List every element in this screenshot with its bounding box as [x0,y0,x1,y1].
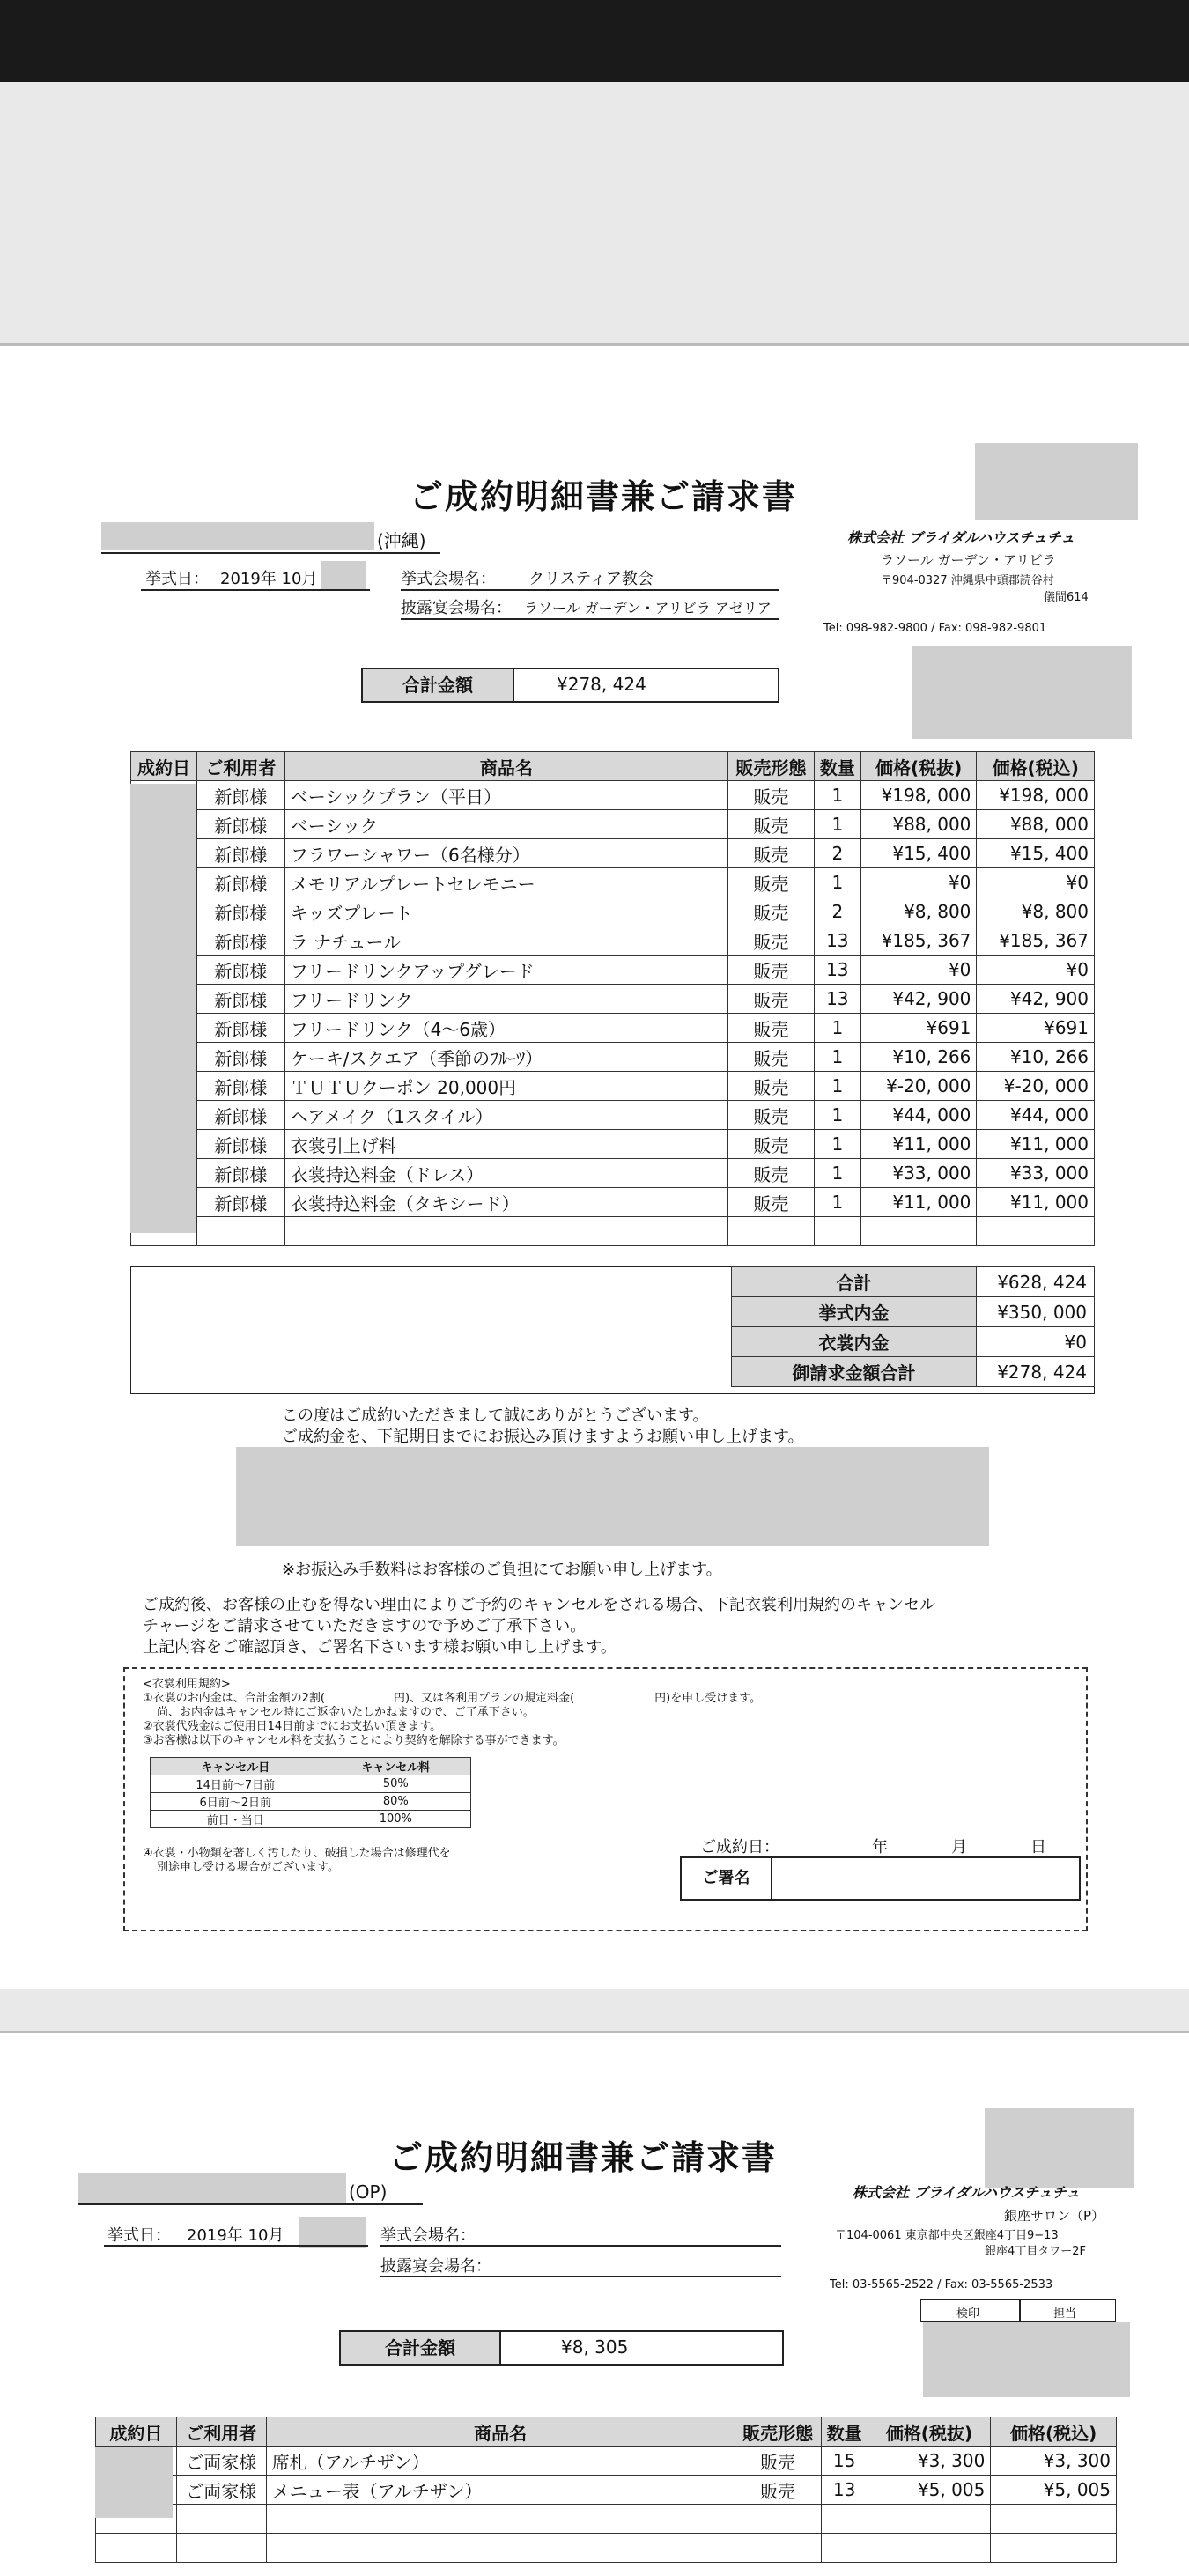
col-price-ex: 価格(税抜) [868,2417,991,2447]
summary-label: 合計 [732,1267,977,1297]
price-ex-cell: ¥10, 266 [860,1043,977,1072]
user-cell: 新郎様 [196,956,284,985]
price-ex-cell: ¥3, 300 [868,2447,991,2476]
qty-cell: 1 [814,781,860,810]
empty-cell [977,1217,1095,1246]
redacted-stamp [912,646,1132,739]
terms-1b: 尚、お内金はキャンセル時にご返金いたしかねますので、ご了承下さい。 [157,1706,535,1719]
price-ex-cell: ¥0 [860,956,977,985]
empty-row [96,2534,1117,2563]
summary-label: 挙式内金 [732,1297,977,1327]
total-value: ¥278, 424 [557,674,646,695]
col-product: 商品名 [284,752,727,781]
items-table [130,751,1095,1246]
table-row [131,1188,1095,1217]
cancel-fee-table [150,1757,471,1828]
empty-cell [266,2534,735,2563]
redacted-block [985,2108,1134,2188]
user-cell: 新郎様 [196,1130,284,1159]
terms-4a: ④衣裳・小物類を著しく汚したり、破損した場合は修理代を [143,1847,451,1860]
table-row [131,926,1095,956]
page-title: ご成約明細書兼ご請求書 [389,2138,778,2177]
company-name: 株式会社 ブライダルハウスチュチュ [847,529,1075,546]
product-name-cell: メモリアルプレートセレモニー [284,868,727,897]
month-label: 月 [951,1838,967,1856]
qty-cell: 2 [814,897,860,926]
col-qty: 数量 [814,752,860,781]
date-underline [104,2245,368,2247]
price-ex-cell: ¥15, 400 [860,839,977,868]
price-inc-cell: ¥42, 900 [977,985,1095,1014]
thanks-line-2: ご成約金を、下記期日までにお振込み頂けますようお願い申し上げます。 [282,1428,804,1446]
stamp-box [920,2299,1116,2322]
user-cell: 新郎様 [196,926,284,956]
sales-type-cell: 販売 [727,781,814,810]
redacted-day [321,561,366,589]
qty-cell: 15 [821,2447,868,2476]
cancel-paragraph-2: チャージをご請求させていただきますので予めご了承下さい。 [143,1617,587,1635]
ceremony-date: 2019年 10月 [220,570,318,588]
year-label: 年 [872,1838,888,1856]
sales-type-cell: 販売 [727,1043,814,1072]
user-cell: 新郎様 [196,1014,284,1043]
qty-cell: 1 [814,1072,860,1101]
venue-underline [380,2245,781,2247]
company-address-1: 〒904-0327 沖縄県中頭郡読谷村 [881,574,1054,587]
reception-underline [401,618,779,620]
product-name-cell: 衣裳引上げ料 [284,1130,727,1159]
price-ex-cell: ¥88, 000 [860,810,977,839]
price-ex-cell: ¥33, 000 [860,1159,977,1188]
summary-row [732,1297,1095,1327]
user-cell: 新郎様 [196,868,284,897]
empty-cell [868,2505,991,2534]
product-name-cell: 衣裳持込料金（ドレス） [284,1159,727,1188]
customer-suffix: (沖縄) [377,530,426,551]
summary-row [732,1267,1095,1297]
ceremony-venue: クリスティア教会 [528,570,654,588]
total-amount-box [361,668,779,703]
invoice-page-1 [0,343,1189,1989]
sales-type-cell: 販売 [727,897,814,926]
empty-cell [266,2505,735,2534]
empty-cell [991,2505,1117,2534]
product-name-cell: ベーシックプラン（平日） [284,781,727,810]
empty-row [96,2505,1117,2534]
venue-underline [401,589,779,591]
cancel-row [151,1775,471,1793]
customer-line [78,2203,423,2205]
sales-type-cell: 販売 [727,1130,814,1159]
qty-cell: 13 [814,926,860,956]
company-name: 株式会社 ブライダルハウスチュチュ [853,2184,1081,2201]
company-branch: ラソール ガーデン・アリビラ [881,552,1056,568]
price-ex-cell: ¥691 [860,1014,977,1043]
invoice-page-2 [0,2031,1189,2576]
product-name-cell: 衣裳持込料金（タキシード） [284,1188,727,1217]
product-name-cell: ケーキ/スクエア（季節のﾌﾙｰﾂ） [284,1043,727,1072]
user-cell: 新郎様 [196,897,284,926]
empty-cell [991,2534,1117,2563]
qty-cell: 1 [814,1101,860,1130]
summary-value: ¥0 [977,1327,1095,1357]
product-name-cell: キッズプレート [284,897,727,926]
stamp-label-inspect: 検印 [956,2307,980,2321]
empty-cell [735,2505,821,2534]
col-price-ex: 価格(税抜) [860,752,977,781]
summary-value: ¥628, 424 [977,1267,1095,1297]
empty-cell [821,2534,868,2563]
table-row [131,810,1095,839]
price-ex-cell: ¥44, 000 [860,1101,977,1130]
qty-cell: 1 [814,868,860,897]
qty-cell: 13 [814,985,860,1014]
cancel-header-row [151,1758,471,1775]
price-ex-cell: ¥5, 005 [868,2476,991,2505]
summary-table [731,1266,1095,1387]
total-value: ¥8, 305 [561,2336,629,2358]
cancel-day-header: キャンセル日 [151,1758,321,1775]
table-row [131,956,1095,985]
product-name-cell: メニュー表（アルチザン） [266,2476,735,2505]
price-inc-cell: ¥11, 000 [977,1130,1095,1159]
sales-type-cell: 販売 [727,1188,814,1217]
table-row [131,1043,1095,1072]
company-contact: Tel: 098-982-9800 / Fax: 098-982-9801 [823,622,1047,635]
user-cell: 新郎様 [196,1043,284,1072]
sales-type-cell: 販売 [727,868,814,897]
terms-1: ①衣裳のお内金は、合計金額の2割( 円)、又は各利用プランの規定料金( 円)を申し受けます。 [143,1692,762,1705]
user-cell: ご両家様 [176,2447,266,2476]
cancel-day-cell: 前日・当日 [151,1811,321,1828]
sales-type-cell: 販売 [735,2476,821,2505]
empty-cell [176,2534,266,2563]
date-underline [141,589,370,591]
redacted-customer-name [78,2173,346,2203]
price-inc-cell: ¥15, 400 [977,839,1095,868]
signature-label: ご署名 [682,1858,772,1899]
product-name-cell: 席札（アルチザン） [266,2447,735,2476]
price-inc-cell: ¥691 [977,1014,1095,1043]
redacted-day [299,2217,366,2248]
cancel-day-cell: 6日前〜2日前 [151,1793,321,1811]
qty-cell: 13 [814,956,860,985]
reception-venue-label: 披露宴会場名： [401,599,512,617]
product-name-cell: フラワーシャワー（6名様分） [284,839,727,868]
summary-row [732,1357,1095,1387]
items-table [95,2417,1117,2563]
price-inc-cell: ¥-20, 000 [977,1072,1095,1101]
price-inc-cell: ¥8, 800 [977,897,1095,926]
product-name-cell: フリードリンクアップグレード [284,956,727,985]
reception-venue: ラソール ガーデン・アリビラ アゼリア [524,600,772,616]
page-title: ご成約明細書兼ご請求書 [410,477,798,516]
cancel-fee-cell: 80% [321,1793,470,1811]
table-row [96,2476,1117,2505]
user-cell: 新郎様 [196,985,284,1014]
empty-cell [868,2534,991,2563]
col-user: ご利用者 [176,2417,266,2447]
thanks-line-1: この度はご成約いただきまして誠にありがとうございます。 [282,1406,709,1425]
price-inc-cell: ¥5, 005 [991,2476,1117,2505]
user-cell: 新郎様 [196,781,284,810]
price-inc-cell: ¥0 [977,868,1095,897]
col-contract-date: 成約日 [96,2417,177,2447]
cancel-fee-header: キャンセル料 [321,1758,470,1775]
user-cell: 新郎様 [196,810,284,839]
cancel-paragraph-3: 上記内容をご確認頂き、ご署名下さいます様お願い申し上げます。 [143,1638,617,1657]
customer-suffix: (OP) [349,2181,388,2203]
redacted-contract-dates [130,784,196,1233]
price-inc-cell: ¥0 [977,956,1095,985]
empty-cell [727,1217,814,1246]
price-inc-cell: ¥198, 000 [977,781,1095,810]
stamp-divider [1019,2300,1021,2321]
price-ex-cell: ¥11, 000 [860,1130,977,1159]
sales-type-cell: 販売 [727,926,814,956]
price-inc-cell: ¥3, 300 [991,2447,1117,2476]
product-name-cell: ＴＵＴＵクーポン 20,000円 [284,1072,727,1101]
product-name-cell: ヘアメイク（1スタイル） [284,1101,727,1130]
summary-value: ¥350, 000 [977,1297,1095,1327]
cancel-day-cell: 14日前〜7日前 [151,1775,321,1793]
empty-cell [284,1217,727,1246]
stamp-label-staff: 担当 [1053,2307,1077,2321]
sales-type-cell: 販売 [727,1014,814,1043]
day-label: 日 [1030,1838,1046,1856]
empty-cell [196,1217,284,1246]
summary-label: 衣裳内金 [732,1327,977,1357]
company-contact: Tel: 03-5565-2522 / Fax: 03-5565-2533 [830,2278,1053,2292]
user-cell: 新郎様 [196,839,284,868]
contract-date-label: ご成約日： [700,1838,779,1856]
sales-type-cell: 販売 [727,810,814,839]
price-ex-cell: ¥42, 900 [860,985,977,1014]
qty-cell: 2 [814,839,860,868]
price-ex-cell: ¥11, 000 [860,1188,977,1217]
product-name-cell: フリードリンク（4〜6歳） [284,1014,727,1043]
ceremony-date: 2019年 10月 [187,2226,284,2245]
signature-box[interactable] [680,1856,1081,1901]
sales-type-cell: 販売 [727,1072,814,1101]
empty-cell [821,2505,868,2534]
qty-cell: 1 [814,810,860,839]
price-inc-cell: ¥44, 000 [977,1101,1095,1130]
total-label: 合計金額 [341,2332,501,2364]
qty-cell: 1 [814,1043,860,1072]
redacted-payment-info [236,1447,989,1546]
terms-3: ③お客様は以下のキャンセル料を支払うことにより契約を解除する事ができます。 [143,1734,565,1747]
table-row [131,985,1095,1014]
cancel-paragraph-1: ご成約後、お客様の止むを得ない理由によりご予約のキャンセルをされる場合、下記衣裳利用規約のキャンセル [143,1596,935,1614]
product-name-cell: ラ ナチュール [284,926,727,956]
user-cell: 新郎様 [196,1072,284,1101]
table-row [131,1072,1095,1101]
col-price-inc: 価格(税込) [977,752,1095,781]
company-address-2: 銀座4丁目タワー2F [985,2245,1087,2258]
qty-cell: 13 [821,2476,868,2505]
table-row [131,781,1095,810]
col-user: ご利用者 [196,752,284,781]
col-qty: 数量 [821,2417,868,2447]
price-inc-cell: ¥11, 000 [977,1188,1095,1217]
table-row [96,2447,1117,2476]
price-inc-cell: ¥88, 000 [977,810,1095,839]
sales-type-cell: 販売 [727,1159,814,1188]
table-row [131,839,1095,868]
cancel-fee-cell: 100% [321,1811,470,1828]
company-address-1: 〒104-0061 東京都中央区銀座4丁目9−13 [835,2229,1059,2242]
ceremony-date-label: 挙式日： [145,570,209,588]
cancel-row [151,1793,471,1811]
price-ex-cell: ¥198, 000 [860,781,977,810]
table-row [131,1159,1095,1188]
empty-cell [814,1217,860,1246]
empty-cell [735,2534,821,2563]
table-row [131,868,1095,897]
empty-cell [860,1217,977,1246]
table-row [131,1014,1095,1043]
redacted-contract-dates [95,2447,173,2518]
terms-4b: 別途申し受ける場合がございます。 [157,1861,339,1874]
top-bar [0,0,1189,82]
price-ex-cell: ¥185, 367 [860,926,977,956]
user-cell: ご両家様 [176,2476,266,2505]
reception-venue-label: 披露宴会場名： [380,2257,491,2276]
user-cell: 新郎様 [196,1188,284,1217]
reception-underline [380,2276,781,2277]
summary-label: 御請求金額合計 [732,1357,977,1387]
summary-row [732,1327,1095,1357]
redacted-stamp [923,2322,1130,2397]
qty-cell: 1 [814,1159,860,1188]
ceremony-venue-label: 挙式会場名： [380,2226,476,2245]
table-row [131,897,1095,926]
price-inc-cell: ¥185, 367 [977,926,1095,956]
col-sales-type: 販売形態 [735,2417,821,2447]
product-name-cell: フリードリンク [284,985,727,1014]
empty-cell [96,2534,177,2563]
sales-type-cell: 販売 [727,1101,814,1130]
table-row [131,1101,1095,1130]
table-header-row [131,752,1095,781]
terms-title: <衣裳利用規約> [143,1678,231,1691]
summary-value: ¥278, 424 [977,1357,1095,1387]
price-ex-cell: ¥8, 800 [860,897,977,926]
col-price-inc: 価格(税込) [991,2417,1117,2447]
table-header-row [96,2417,1117,2447]
qty-cell: 1 [814,1130,860,1159]
price-inc-cell: ¥10, 266 [977,1043,1095,1072]
company-branch: 銀座サロン（P） [1004,2208,1105,2224]
fee-note: ※お振込み手数料はお客様のご負担にてお願い申し上げます。 [282,1561,722,1579]
qty-cell: 1 [814,1014,860,1043]
total-amount-box [339,2330,784,2366]
ceremony-date-label: 挙式日： [107,2226,171,2245]
price-ex-cell: ¥-20, 000 [860,1072,977,1101]
user-cell: 新郎様 [196,1159,284,1188]
redacted-block [975,443,1138,520]
product-name-cell: ベーシック [284,810,727,839]
sales-type-cell: 販売 [727,839,814,868]
cancel-row [151,1811,471,1828]
terms-2: ②衣裳代残金はご使用日14日前までにお支払い頂きます。 [143,1720,442,1733]
empty-cell [176,2505,266,2534]
cancel-fee-cell: 50% [321,1775,470,1793]
empty-row [131,1217,1095,1246]
col-product: 商品名 [266,2417,735,2447]
user-cell: 新郎様 [196,1101,284,1130]
sales-type-cell: 販売 [727,985,814,1014]
col-sales-type: 販売形態 [727,752,814,781]
sales-type-cell: 販売 [727,956,814,985]
qty-cell: 1 [814,1188,860,1217]
col-contract-date: 成約日 [131,752,197,781]
price-inc-cell: ¥33, 000 [977,1159,1095,1188]
company-address-2: 儀間614 [1044,591,1089,604]
price-ex-cell: ¥0 [860,868,977,897]
total-label: 合計金額 [363,669,514,701]
table-row [131,1130,1095,1159]
sales-type-cell: 販売 [735,2447,821,2476]
ceremony-venue-label: 挙式会場名： [401,570,496,588]
